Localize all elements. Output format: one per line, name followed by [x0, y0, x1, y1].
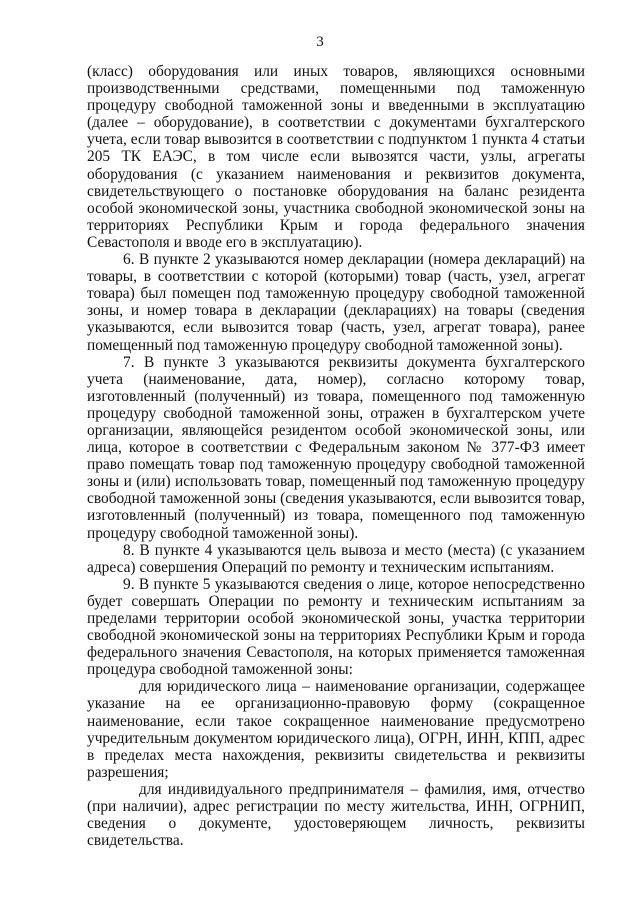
document-body	[87, 63, 585, 849]
paragraph-9: 9. В пункте 5 указываются сведения о лице, которое непосредственно будет совершать Операции по ремонту и техническим испытаниям за пределами территории особой экономической зоны, участка территории свободной экономической зоны на территориях Республики Крым и города федерального значения Севастополя, на которых применяется таможенная процедура свободной таможенной зоны:	[87, 575, 585, 679]
page-number: 3	[316, 34, 324, 50]
subparagraph-individual-entrepreneur: для индивидуального предпринимателя – фамилия, имя, отчество (при наличии), адрес регистрации по месту жительства, ИНН, ОГРНИП, сведения о документе, удостоверяющем личность, реквизиты свидетельства.	[87, 780, 585, 850]
paragraph-6: 6. В пункте 2 указываются номер декларации (номера деклараций) на товары, в соответствии с которой (которыми) товар (часть, узел, агрегат товара) был помещен под таможенную процедуру свободной таможенной зоны, и номер товара в декларации (декларациях) на товары (сведения указываются, если вывозится товар (часть, узел, агрегат товара), ранее помещенный под таможенную процедуру свободной таможенной зоны).	[87, 251, 585, 354]
paragraph-7: 7. В пункте 3 указываются реквизиты документа бухгалтерского учета (наименование, дата, номер), согласно которому товар, изготовленный (полученный) из товара, помещенного под таможенную процедуру свободной таможенной зоны, отражен в бухгалтерском учете организации, являющейся резидентом особой экономической зоны, или лица, которое в соответствии с Федеральным законом № 377-ФЗ имеет право помещать товар под таможенную процедуру свободной таможенной зоны и (или) использовать товар, помещенный под таможенную процедуру свободной таможенной зоны (сведения указываются, если вывозится товар, изготовленный (полученный) из товара, помещенного под таможенную процедуру свободной таможенной зоны).	[87, 353, 585, 542]
paragraph-8: 8. В пункте 4 указываются цель вывоза и место (места) (с указанием адреса) совершения Операций по ремонту и техническим испытаниям.	[87, 541, 585, 576]
paragraph-continuation-equipment: (класс) оборудования или иных товаров, являющихся основными производственными средствами, помещенными под таможенную процедуру свободной таможенной зоны и введенными в эксплуатацию (далее – оборудование), в соответствии с документами бухгалтерского учета, если товар вывозится в соответствии с подпунктом 1 пункта 4 статьи 205 ТК ЕАЭС, в том числе если вывозятся части, узлы, агрегаты оборудования (с указанием наименования и реквизитов документа, свидетельствующего о постановке оборудования на баланс резидента особой экономической зоны, участника свободной экономической зоны на территориях Республики Крым и города федерального значения Севастополя и вводе его в эксплуатацию).	[87, 63, 585, 251]
subparagraph-legal-entity: для юридического лица – наименование организации, содержащее указание на ее организационно-правовую форму (сокращенное наименование, если такое сокращенное наименование предусмотрено учредительным документом юридического лица), ОГРН, ИНН, КПП, адрес в пределах места нахождения, реквизиты свидетельства и реквизиты разрешения;	[87, 678, 585, 781]
